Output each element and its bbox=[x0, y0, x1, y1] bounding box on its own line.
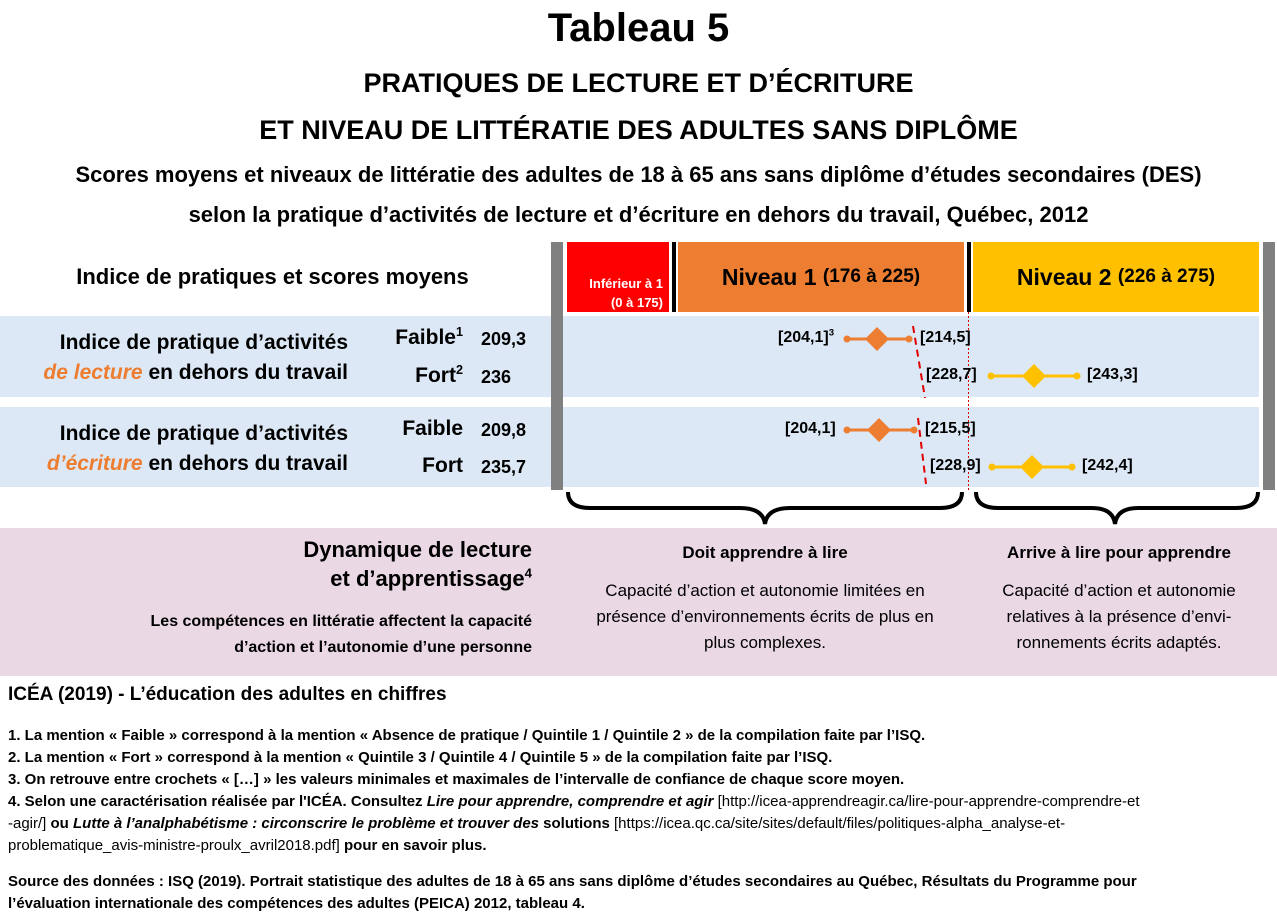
writing-faible-diamond bbox=[867, 418, 891, 442]
level-below-1-range: (0 à 175) bbox=[610, 295, 663, 310]
note4-solutions: solutions bbox=[539, 815, 610, 832]
col1-line2: présence d’environnements écrits de plus en bbox=[596, 607, 934, 626]
description-line-2: selon la pratique d’activités de lecture et d’écriture en dehors du travail, Québec, 2012 bbox=[188, 202, 1089, 227]
writing-index-label-line1: Indice de pratique d’activités bbox=[59, 422, 348, 445]
read-to-learn-title: Arrive à lire pour apprendre bbox=[1007, 543, 1231, 562]
level-below-1-label: Inférieur à 1 bbox=[589, 276, 663, 291]
writing-faible-score: 209,8 bbox=[481, 420, 527, 440]
reading-accent: de lecture bbox=[43, 361, 143, 384]
note4-or: ou bbox=[46, 815, 74, 832]
col2-line2: relatives à la présence d’envi- bbox=[1006, 607, 1232, 626]
data-source-line1: Source des données : ISQ (2019). Portrait statistique des adultes de 18 à 65 ans sans diplôme d’études secondaires au Québec, Résultats du Programme pour bbox=[8, 873, 1137, 890]
reading-fort-diamond bbox=[1022, 364, 1046, 388]
brace-level-2-icon bbox=[976, 492, 1258, 524]
page-title: Tableau 5 bbox=[547, 6, 730, 50]
data-source bbox=[8, 871, 1270, 915]
col1-line1: Capacité d’action et autonomie limitées en bbox=[605, 581, 925, 600]
level-2-range: (226 à 275) bbox=[1117, 266, 1216, 287]
reading-fort-score: 236 bbox=[481, 367, 512, 387]
dynamics-subtitle bbox=[0, 609, 532, 661]
writing-rest: en dehors du travail bbox=[142, 452, 348, 475]
reading-index-label-line1: Indice de pratique d’activités bbox=[59, 331, 348, 354]
footnote-ref: 4 bbox=[524, 565, 532, 581]
reading-faible-ci bbox=[844, 327, 913, 351]
writing-fort-ci-low: [228,9] bbox=[930, 457, 981, 474]
footnote-ref: 2 bbox=[455, 363, 463, 377]
dynamics-sub-line1: Les compétences en littératie affectent la capacité bbox=[150, 613, 532, 630]
col1-line3: plus complexes. bbox=[704, 633, 826, 652]
note4-url-1-cont[interactable]: -agir/] bbox=[8, 815, 47, 832]
writing-faible-ci-high: [215,5] bbox=[925, 420, 976, 437]
level-1-range: (176 à 225) bbox=[822, 266, 921, 287]
col2-line1: Capacité d’action et autonomie bbox=[1002, 581, 1236, 600]
writing-fort-score: 235,7 bbox=[481, 457, 527, 477]
note4-url-1[interactable]: [http://icea-apprendreagir.ca/lire-pour-apprendre-comprendre-et bbox=[713, 793, 1140, 810]
description-line-1: Scores moyens et niveaux de littératie des adultes de 18 à 65 ans sans diplôme d’études secondaires (DES) bbox=[75, 162, 1202, 187]
footnote-ref: 3 bbox=[828, 327, 835, 339]
note4-url-2-cont[interactable]: problematique_avis-ministre-proulx_avril2018.pdf] bbox=[8, 837, 340, 854]
footnote-4-line3 bbox=[8, 835, 1270, 857]
dynamics-title bbox=[0, 535, 532, 593]
reading-fort-ci-low: [228,7] bbox=[926, 366, 977, 383]
level-2-label: Niveau 2 bbox=[1016, 263, 1112, 290]
learn-to-read-title: Doit apprendre à lire bbox=[682, 543, 848, 562]
ci-low-text: [204,1] bbox=[778, 329, 829, 346]
brace-level-1-icon bbox=[568, 492, 962, 524]
read-to-learn-text bbox=[973, 578, 1265, 656]
reading-fort-ci-high: [243,3] bbox=[1087, 366, 1138, 383]
writing-faible-ci-low: [204,1] bbox=[785, 420, 836, 437]
practice-index-header: Indice de pratiques et scores moyens bbox=[76, 264, 469, 289]
subtitle-line-1: PRATIQUES DE LECTURE ET D’ÉCRITURE bbox=[363, 68, 914, 98]
footnote-ref: 1 bbox=[455, 325, 463, 339]
note4-link-title-2[interactable]: Lutte à l’analphabétisme : circonscrire le problème et trouver des bbox=[73, 815, 539, 832]
category-text: Fort bbox=[415, 364, 456, 387]
writing-fort-ci-high: [242,4] bbox=[1082, 457, 1133, 474]
dynamics-title-line1: Dynamique de lecture bbox=[303, 537, 532, 562]
note4-link-title-1[interactable]: Lire pour apprendre, comprendre et agir bbox=[426, 793, 714, 810]
writing-fort-diamond bbox=[1020, 455, 1044, 479]
reading-rest: en dehors du travail bbox=[142, 361, 348, 384]
writing-fort-ci bbox=[989, 455, 1076, 479]
source-title: ICÉA (2019) - L’éducation des adultes en chiffres bbox=[8, 684, 447, 705]
category-text: Faible bbox=[395, 326, 456, 349]
category-text: Fort bbox=[422, 454, 463, 477]
col2-line3: ronnements écrits adaptés. bbox=[1016, 633, 1222, 652]
dynamics-sub-line2: d’action et l’autonomie d’une personne bbox=[234, 639, 532, 656]
footnote-2: 2. La mention « Fort » correspond à la mention « Quintile 3 / Quintile 4 / Quintile 5 » de la compilation faite par l’ISQ. bbox=[8, 749, 833, 766]
level-1-label: Niveau 1 bbox=[721, 263, 817, 290]
footnote-4 bbox=[8, 791, 1270, 857]
reading-faible-score: 209,3 bbox=[481, 329, 527, 349]
reading-faible-ci-low bbox=[778, 329, 834, 347]
subtitle-line-2: ET NIVEAU DE LITTÉRATIE DES ADULTES SANS DIPLÔME bbox=[259, 115, 1018, 145]
writing-accent: d’écriture bbox=[46, 452, 143, 475]
dynamics-title-line2 bbox=[0, 564, 532, 593]
reading-faible-ci-high: [214,5] bbox=[920, 329, 971, 346]
note4-url-2[interactable]: [https://icea.qc.ca/site/sites/default/files/politiques-alpha_analyse-et- bbox=[609, 815, 1066, 832]
reading-faible-diamond bbox=[865, 327, 889, 351]
footnote-1: 1. La mention « Faible » correspond à la mention « Absence de pratique / Quintile 1 / Quintile 2 » de la compilation faite par l’ISQ. bbox=[8, 727, 926, 744]
footnote-4-line2 bbox=[8, 813, 1270, 835]
note4-end: pour en savoir plus. bbox=[339, 837, 487, 854]
category-text: Faible bbox=[402, 417, 463, 440]
writing-faible-ci bbox=[844, 418, 918, 442]
data-source-line2: l’évaluation internationale des compétences des adultes (PEICA) 2012, tableau 4. bbox=[8, 895, 585, 912]
reading-fort-ci bbox=[988, 364, 1081, 388]
learn-to-read-text bbox=[567, 578, 963, 656]
dynamics-title-text: et d’apprentissage bbox=[330, 566, 525, 591]
note4-text: 4. Selon une caractérisation réalisée par l'ICÉA. Consultez bbox=[8, 793, 427, 810]
footnote-4-line1 bbox=[8, 791, 1270, 813]
footnote-3: 3. On retrouve entre crochets « […] » les valeurs minimales et maximales de l’intervalle de confiance de chaque score moyen. bbox=[8, 771, 905, 788]
